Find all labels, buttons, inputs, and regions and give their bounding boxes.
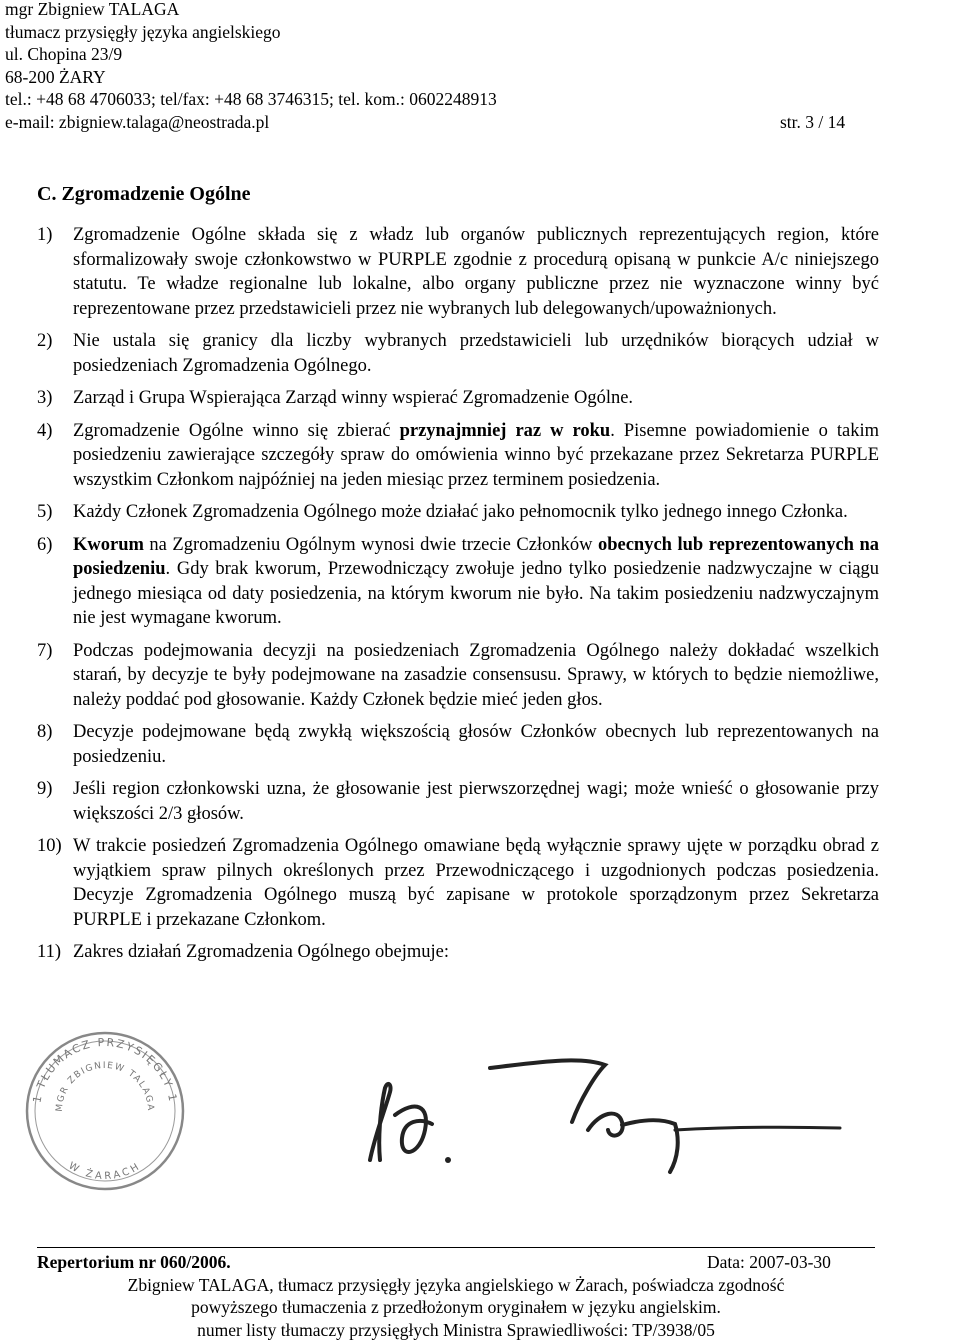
section-content <box>37 181 879 973</box>
list-item <box>37 777 879 826</box>
handwritten-signature <box>340 1040 880 1180</box>
list-item <box>37 834 879 932</box>
list-item <box>37 940 879 965</box>
certification-line-3: numer listy tłumaczy przysięgłych Ministra Sprawiedliwości: TP/3938/05 <box>197 1319 715 1340</box>
item-text: Zgromadzenie Ogólne składa się z władz lub organów publicznych reprezentujących region, które sformalizowały swoje członkowstwo w PURPLE zgodnie z procedurą opisaną w punkcie A/c niniejszego statutu. Te władze regionalne lub lokalne, albo organy publiczne przez nie wyznaczone winny być reprezentowane przez przedstawicieli przez nie wybranych lub delegowanych/upoważnionych. <box>73 225 879 319</box>
footer-top-row <box>37 1251 875 1274</box>
item-text: Zarząd i Grupa Wspierająca Zarząd winny wspierać Zgromadzenie Ogólne. <box>73 388 634 408</box>
certification-date: Data: 2007-03-30 <box>707 1252 831 1272</box>
translator-name: mgr Zbigniew TALAGA <box>5 0 180 19</box>
footer-divider <box>37 1247 875 1248</box>
page-number: str. 3 / 14 <box>780 111 846 132</box>
item-text: W trakcie posiedzeń Zgromadzenia Ogólnego omawiane będą wyłącznie sprawy ujęte w porządku obrad z wyjątkiem spraw pilnych określonych przez Przewodniczącego i uzgodnionych podczas posiedzenia. Decyzje Zgromadzenia Ogólnego muszą być zapisane w protokole sporządzonym przez Sekretarza PURPLE i przekazane Członkom. <box>73 836 879 930</box>
item-text: Zakres działań Zgromadzenia Ogólnego obejmuje: <box>73 942 450 962</box>
section-title: C. Zgromadzenie Ogólne <box>37 183 251 205</box>
list-item <box>37 533 879 631</box>
translator-role: tłumacz przysięgły języka angielskiego <box>5 21 281 42</box>
item-text: Każdy Członek Zgromadzenia Ogólnego może działać jako pełnomocnik tylko jednego innego Członka. <box>73 502 848 522</box>
item-text: Jeśli region członkowski uzna, że głosowanie jest pierwszorzędnej wagi; może wnieść o głosowanie przy większości 2/3 głosów. <box>73 779 879 824</box>
translator-header <box>5 0 845 133</box>
item-text <box>73 533 879 631</box>
item-number: 6) <box>37 534 53 555</box>
item-number: 5) <box>37 502 53 522</box>
item-text-post: . Gdy brak kworum, Przewodniczący zwołuje jedno tylko posiedzenie nadzwyczajne w ciągu jednego miesiąca od daty posiedzenia, na którym kworum nie było. Na takim posiedzeniu nadzwyczajnym nie jest wymagane kworum. <box>73 559 879 628</box>
list-item <box>37 500 879 525</box>
translator-city: 68-200 ŻARY <box>5 66 106 87</box>
item-text-pre: Zgromadzenie Ogólne winno się zbierać <box>73 420 400 441</box>
item-text-bold-present: obecnych lub reprezentowanych na posiedzeniu <box>73 534 879 579</box>
list-item <box>37 639 879 713</box>
svg-text:W ŻARACH <box>67 1160 144 1182</box>
item-text-post: . Pisemne powiadomienie o takim posiedzeniu zawierające szczegóły spraw do omówienia winno być przekazane przez Sekretarza PURPLE wszystkim Członkom najpóźniej na jeden miesiąc przez terminem posiedzenia. <box>73 420 880 490</box>
item-text-mid: na Zgromadzeniu Ogólnym wynosi dwie trzecie Członków <box>143 534 598 555</box>
item-number: 9) <box>37 779 53 799</box>
list-item <box>37 329 879 378</box>
list-item <box>37 419 879 493</box>
stamp-text-inner: MGR ZBIGNIEW TALAGA <box>54 1060 156 1113</box>
item-number: 11) <box>37 942 61 962</box>
item-text <box>73 419 879 493</box>
stamp-text-bottom: W ŻARACH <box>66 1160 144 1183</box>
stamp-text-top: 1 TŁUMACZ PRZYSIĘGŁY 1 <box>30 1035 180 1104</box>
translator-email: e-mail: zbigniew.talaga@neostrada.pl <box>5 111 270 132</box>
item-number: 2) <box>37 331 53 351</box>
svg-text:MGR ZBIGNIEW TALAGA <box>55 1061 155 1112</box>
item-number: 4) <box>37 420 53 441</box>
item-text-bold: przynajmniej raz w roku <box>399 420 611 441</box>
list-item <box>37 386 879 411</box>
item-text: Nie ustala się granicy dla liczby wybranych przedstawicieli lub urzędników biorących udział w posiedzeniach Zgromadzenia Ogólnego. <box>73 331 879 376</box>
item-number: 7) <box>37 640 53 661</box>
item-text: Decyzje podejmowane będą zwykłą większością głosów Członków obecnych lub reprezentowanych na posiedzeniu. <box>73 722 879 767</box>
certification-line-2: powyższego tłumaczenia z przedłożonym oryginałem w języku angielskim. <box>191 1297 721 1317</box>
item-text-bold-kworum: Kworum <box>73 534 144 555</box>
header-bottom-row <box>5 111 845 134</box>
item-number: 10) <box>37 836 62 856</box>
translator-phones: tel.: +48 68 4706033; tel/fax: +48 68 3746315; tel. kom.: 0602248913 <box>5 89 497 109</box>
certification-line-1: Zbigniew TALAGA, tłumacz przysięgły języka angielskiego w Żarach, poświadcza zgodność <box>127 1274 785 1295</box>
item-number: 3) <box>37 388 53 408</box>
item-text: Podczas podejmowania decyzji na posiedzeniach Zgromadzenia Ogólnego należy dokładać wszelkich starań, by decyzje te były podejmowane na zasadzie consensusu. Sprawy, w których to będzie niemożliwe, należy poddać pod głosowanie. Każdy Członek będzie mieć jeden głos. <box>73 640 879 710</box>
repertorium-number: Repertorium nr 060/2006. <box>37 1252 231 1272</box>
certification-footer <box>37 1251 875 1341</box>
item-number: 1) <box>37 225 53 245</box>
item-number: 8) <box>37 722 53 742</box>
list-item <box>37 720 879 769</box>
list-item <box>37 223 879 321</box>
official-stamp <box>20 1026 190 1191</box>
translator-street: ul. Chopina 23/9 <box>5 44 123 64</box>
section-list <box>37 223 879 965</box>
